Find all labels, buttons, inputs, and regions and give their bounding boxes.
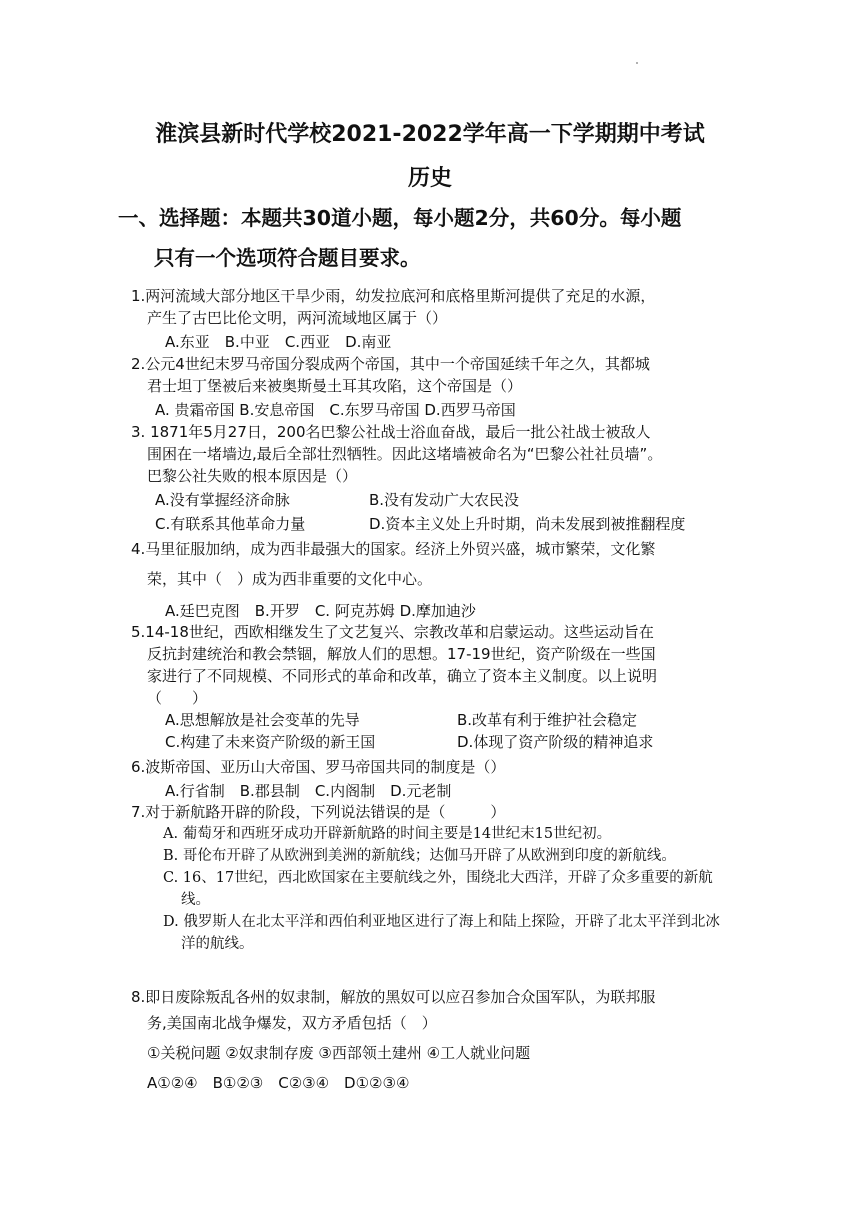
q2-stem-cont: 君士坦丁堡被后来被奥斯曼土耳其攻陷，这个帝国是（）	[147, 377, 523, 395]
q3-option-d: D.资本主义处上升时期，尚未发展到被推翻程度	[369, 515, 686, 533]
q5-stem-cont-3: （ ）	[147, 689, 208, 707]
q5-option-c: C.构建了未来资产阶级的新王国	[165, 733, 376, 751]
scan-speck	[636, 62, 638, 64]
q3-stem-cont-1: 围困在一堵墙边,最后全部壮烈牺牲。因此这堵墙被命名为“巴黎公社社员墙”。	[147, 445, 663, 463]
q1-stem: 1.两河流域大部分地区干旱少雨，幼发拉底河和底格里斯河提供了充足的水源，	[131, 287, 656, 305]
q7-option-c	[131, 867, 734, 911]
q3-option-b: B.没有发动广大农民没	[369, 491, 520, 509]
question-8	[131, 986, 734, 1098]
q8-stem: 8.即日废除叛乱各州的奴隶制，解放的黑奴可以应召参加合众国军队，为联邦服	[131, 988, 656, 1006]
q6-stem: 6.波斯帝国、亚历山大帝国、罗马帝国共同的制度是（）	[131, 758, 506, 776]
q3-options-row-1	[131, 489, 734, 511]
q8-items: ①关税问题 ②奴隶制存废 ③西部领土建州 ④工人就业问题	[147, 1044, 531, 1062]
q5-option-a: A.思想解放是社会变革的先导	[165, 711, 360, 729]
q4-stem-cont: 荣，其中（ ）成为西非重要的文化中心。	[147, 570, 433, 588]
q7-option-d-text: D. 俄罗斯人在北太平洋和西伯利亚地区进行了海上和陆上探险，开辟了北太平洋到北冰洋的航线。	[163, 914, 720, 952]
q5-options-row-2	[131, 731, 734, 753]
q1-options: A.东亚 B.中亚 C.西亚 D.南亚	[165, 333, 392, 351]
q7-option-a-text: A. 葡萄牙和西班牙成功开辟新航路的时间主要是14世纪末15世纪初。	[163, 826, 612, 842]
question-1	[131, 285, 734, 353]
q7-option-b-text: B. 哥伦布开辟了从欧洲到美洲的新航线；达伽马开辟了从欧洲到印度的新航线。	[163, 848, 676, 864]
question-3	[131, 421, 734, 535]
section-heading-line2: 只有一个选项符合题目要求。	[154, 246, 421, 270]
question-4	[131, 538, 734, 622]
question-7	[131, 801, 734, 955]
q3-stem: 3. 1871年5月27日，200名巴黎公社战士浴血奋战，最后一批公社战士被敌人	[131, 423, 651, 441]
q7-option-d	[131, 911, 734, 955]
q3-option-c: C.有联系其他革命力量	[155, 515, 306, 533]
q5-stem-cont-1: 反抗封建统治和教会禁锢，解放人们的思想。17-19世纪，资产阶级在一些国	[147, 645, 656, 663]
q7-option-a	[131, 823, 734, 845]
subject-title: 历史	[407, 166, 452, 191]
q8-options: A①②④ B①②③ C②③④ D①②③④	[147, 1074, 410, 1092]
q4-options: A.廷巴克图 B.开罗 C. 阿克苏姆 D.摩加迪沙	[165, 602, 476, 620]
q3-options-row-2	[131, 513, 734, 535]
exam-title: 淮滨县新时代学校2021-2022学年高一下学期期中考试	[155, 122, 705, 147]
q5-options-row-1	[131, 709, 734, 731]
q5-stem: 5.14-18世纪，西欧相继发生了文艺复兴、宗教改革和启蒙运动。这些运动旨在	[131, 623, 654, 641]
q4-stem: 4.马里征服加纳，成为西非最强大的国家。经济上外贸兴盛，城市繁荣，文化繁	[131, 540, 656, 558]
q7-stem: 7.对于新航路开辟的阶段，下列说法错误的是（ ）	[131, 803, 506, 821]
q7-option-c-text: C. 16、17世纪，西北欧国家在主要航线之外，围绕北大西洋，开辟了众多重要的新航线。	[163, 870, 713, 908]
question-6	[131, 756, 734, 802]
question-5	[131, 621, 734, 753]
q3-option-a: A.没有掌握经济命脉	[155, 491, 290, 509]
q5-option-d: D.体现了资产阶级的精神追求	[457, 733, 654, 751]
q2-options: A. 贵霜帝国 B.安息帝国 C.东罗马帝国 D.西罗马帝国	[155, 401, 516, 419]
q2-stem: 2.公元4世纪末罗马帝国分裂成两个帝国，其中一个帝国延续千年之久，其都城	[131, 355, 650, 373]
q5-option-b: B.改革有利于维护社会稳定	[457, 711, 638, 729]
section-heading-line1: 一、选择题：本题共30道小题，每小题2分，共60分。每小题	[118, 206, 682, 230]
q7-option-b	[131, 845, 734, 867]
q5-stem-cont-2: 家进行了不同规模、不同形式的革命和改革，确立了资本主义制度。以上说明	[147, 667, 658, 685]
q6-options: A.行省制 B.郡县制 C.内阁制 D.元老制	[165, 782, 452, 800]
q1-stem-cont: 产生了古巴比伦文明，两河流域地区属于（）	[147, 309, 448, 327]
q3-stem-cont-2: 巴黎公社失败的根本原因是（）	[147, 467, 358, 485]
section-heading	[118, 198, 738, 278]
q8-stem-cont: 务,美国南北战争爆发，双方矛盾包括（ ）	[147, 1014, 437, 1032]
question-2	[131, 353, 734, 421]
